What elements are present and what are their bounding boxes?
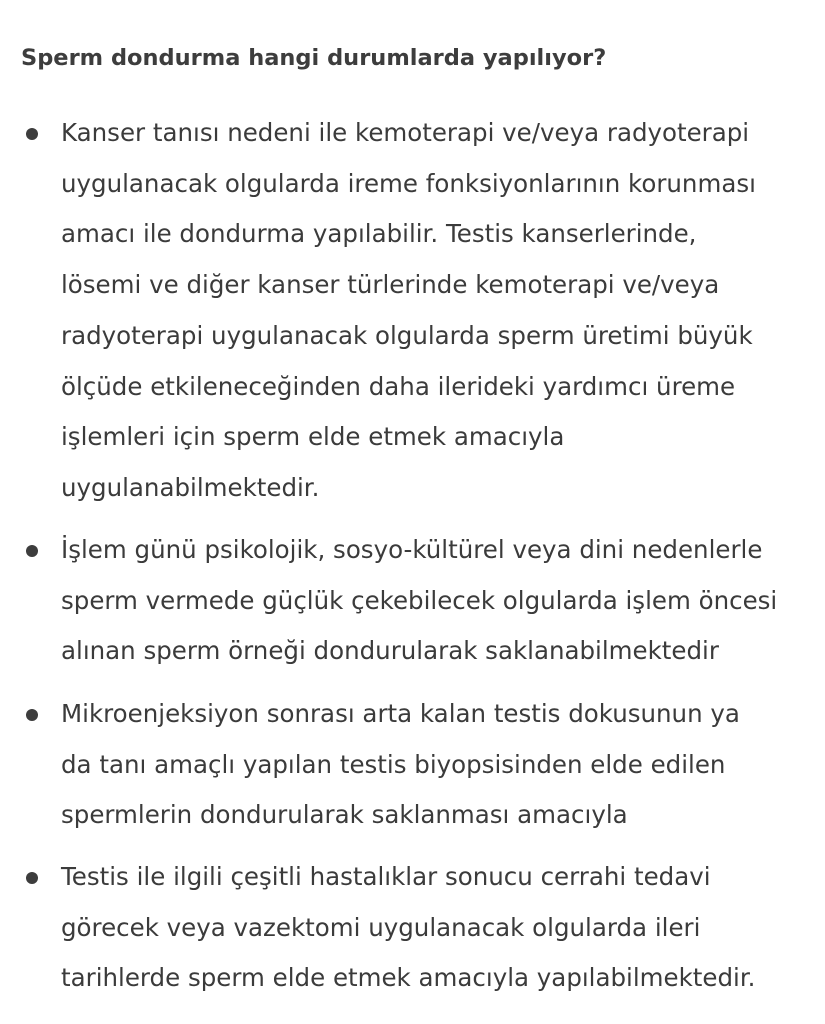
bullet-icon [26, 872, 38, 884]
list-item-text: Kanser tanısı nedeni ile kemoterapi ve/veya radyoterapi uygulanacak olgularda ireme fonksiyonlarının korunması amacı ile dondurma yapılabilir. Testis kanserlerinde, lösemi ve diğer kanser türlerinde kemoterapi ve/veya radyoterapi uygulanacak olgularda sperm üretimi büyük ölçüde etkileneceğinden daha ilerideki yardımcı üreme işlemleri için sperm elde etmek amacıyla uygulanabilmektedir. [61, 118, 756, 502]
bullet-icon [26, 709, 38, 721]
list-item-text: İşlem günü psikolojik, sosyo-kültürel veya dini nedenlerle sperm vermede güçlük çekebilecek olgularda işlem öncesi alınan sperm örneği dondurularak saklanabilmektedir [61, 535, 778, 666]
list-item-text: Testis ile ilgili çeşitli hastalıklar sonucu cerrahi tedavi görecek veya vazektomi uygulanacak olgularda ileri tarihlerde sperm elde etmek amacıyla yapılabilmektedir. [61, 862, 756, 993]
list-item-text: Mikroenjeksiyon sonrası arta kalan testis dokusunun ya da tanı amaçlı yapılan testis biyopsisinden elde edilen spermlerin dondurularak saklanması amacıyla [61, 699, 740, 830]
section-heading: Sperm dondurma hangi durumlarda yapılıyor? [21, 45, 607, 71]
bullet-icon [26, 545, 38, 557]
bullet-icon [26, 128, 38, 140]
